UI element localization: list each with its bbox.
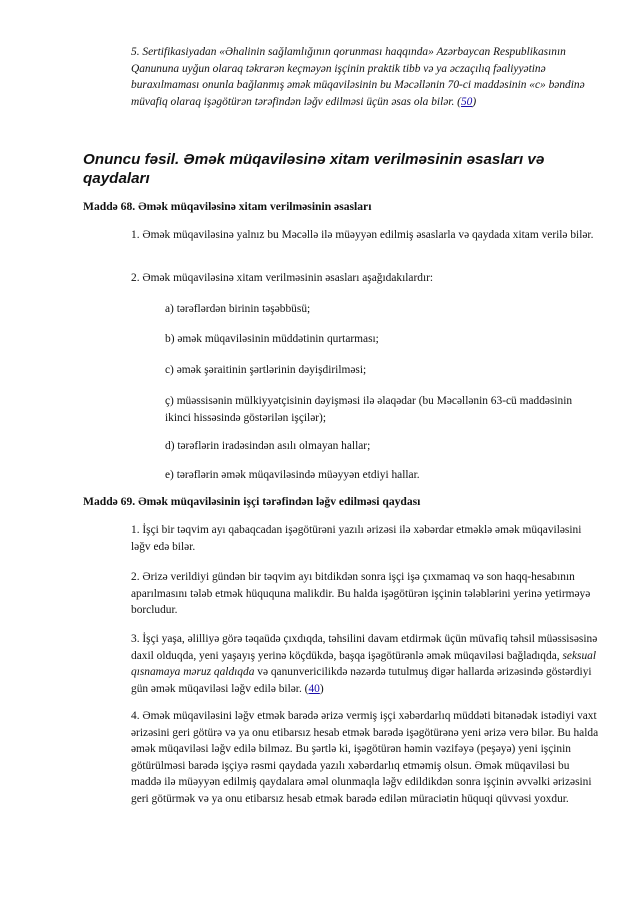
- top-note: [131, 44, 599, 110]
- list-item-a: a) tərəflərdən birinin təşəbbüsü;: [165, 303, 311, 315]
- article-68-paragraph-2: 2. Əmək müqaviləsinə xitam verilməsinin əsasları aşağıdakılardır:: [131, 272, 434, 284]
- footnote-link-50[interactable]: 50: [460, 95, 473, 108]
- article-68-title: Maddə 68. Əmək müqaviləsinə xitam verilməsinin əsasları: [83, 200, 372, 213]
- list-item-b: b) əmək müqaviləsinin müddətinin qurtarması;: [165, 333, 379, 345]
- paragraph-3-end: və qanunvericilikdə nəzərdə tutulmuş digər hallarda ərizəsində göstərdiyi gün əmək müqaviləsi ləğv edilə bilər. (: [131, 666, 592, 695]
- article-69-paragraph-2: 2. Ərizə verildiyi gündən bir təqvim ayı bitdikdən sonra işçi işə çıxmamaq və son haqq-hesabının aparılmasını tələb etmək hüququna malikdir. Bu halda işəgötürən işçinin tələblərini yerinə yetirməyə borcludur.: [131, 571, 591, 616]
- list-item-c: c) əmək şəraitinin şərtlərinin dəyişdirilməsi;: [165, 364, 367, 376]
- chapter-title: Onuncu fəsil. Əmək müqaviləsinə xitam verilməsinin əsasları və qaydaları: [83, 151, 545, 187]
- article-69-paragraph-3: [131, 631, 601, 697]
- article-69-paragraph-4: 4. Əmək müqaviləsini ləğv etmək barədə ərizə vermiş işçi xəbərdarlıq müddəti bitənədək istədiyi vaxt ərizəsini geri götürə və ya onu etibarsız hesab etmək barədə işəgötürənə yeni ərizə verə bilər. Bu halda əmək müqaviləsi ləğv edilə bilməz. Bu şərtlə ki, işəgötürən həmin vəzifəyə (peşəyə) yeni işçinin götürülməsi barədə işçiyə rəsmi qaydada yazılı xəbərdarlıq etməmiş olsun. Əmək müqaviləsi bu maddə ilə müəyyən edilmiş qaydalara əməl olunmaqla ləğv edildikdən sonra işçinin əvvəlki ərizəsini geri götürmək və ya onu etibarsız hesab etmək barədə edilən müraciətin hüquqi qüvvəsi yoxdur.: [131, 710, 599, 805]
- paragraph-3-tail: ): [319, 682, 324, 695]
- paragraph-3-italic: seksual qısnamaya məruz qaldıqda: [131, 649, 597, 678]
- footnote-link-40[interactable]: 40: [308, 682, 320, 695]
- article-68-paragraph-1: 1. Əmək müqaviləsinə yalnız bu Məcəllə ilə müəyyən edilmiş əsaslarla və qaydada xitam verilə bilər.: [131, 229, 594, 241]
- top-note-text: 5. Sertifikasiyadan «Əhalinin sağlamlığının qorunması haqqında» Azərbaycan Respublikasının Qanununa uyğun olaraq təkrarən keçməyən işçinin praktik tibb və ya əczaçılıq fəaliyyətinə buraxılmaması onunla bağlanmış əmək müqaviləsinin bu Məcəllənin 70-ci maddəsinin «c» bəndinə müvafiq olaraq işəgötürən tərəfindən ləğv edilməsi üçün əsas ola bilər. (: [131, 46, 585, 108]
- paragraph-3-start: 3. İşçi yaşa, əlilliyə görə təqaüdə çıxdıqda, təhsilini davam etdirmək üçün müvafiq təhsil müəssisəsinə daxil olduqda, yeni yaşayış yerinə köçdükdə, başqa işəgötürənlə əmək müqaviləsi bağladıqda,: [131, 633, 598, 662]
- list-item-ch: ç) müəssisənin mülkiyyətçisinin dəyişməsi ilə əlaqədar (bu Məcəllənin 63-cü maddəsinin ikinci hissəsində göstərilən işçilər);: [165, 395, 573, 424]
- article-69-paragraph-1: 1. İşçi bir təqvim ayı qabaqcadan işəgötürəni yazılı ərizəsi ilə xəbərdar etməklə əmək müqaviləsini ləğv edə bilər.: [131, 524, 582, 553]
- list-item-e: e) tərəflərin əmək müqaviləsində müəyyən etdiyi hallar.: [165, 469, 420, 481]
- list-item-d: d) tərəflərin iradəsindən asılı olmayan hallar;: [165, 440, 371, 452]
- article-69-title: Maddə 69. Əmək müqaviləsinin işçi tərəfindən ləğv edilməsi qaydası: [83, 495, 421, 508]
- top-note-tail: ): [472, 95, 477, 108]
